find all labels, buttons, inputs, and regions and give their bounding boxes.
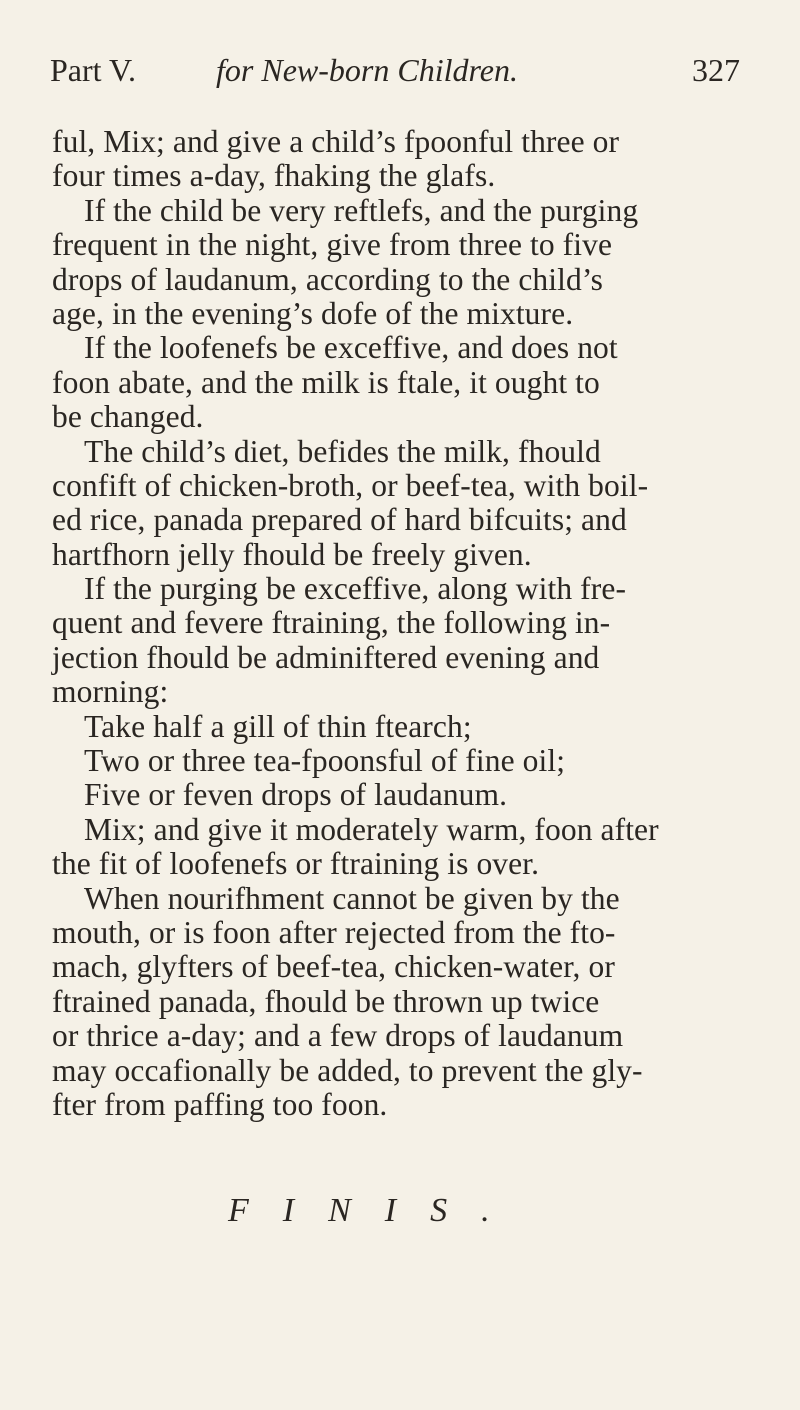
text-line: age, in the evening’s dofe of the mixture. xyxy=(52,295,574,331)
text-line: the fit of loofenefs or ftraining is over. xyxy=(52,846,540,882)
part-label: Part V. xyxy=(50,52,136,88)
text-line: drops of laudanum, according to the child’s xyxy=(52,261,604,297)
page-number: 327 xyxy=(692,52,740,88)
prescription-line: Two or three tea-fpoonsful of fine oil; xyxy=(84,743,566,779)
text-line: ftrained panada, fhould be thrown up twice xyxy=(52,983,600,1019)
text-line: jection fhould be adminiftered evening and xyxy=(52,639,600,675)
text-line: or thrice a-day; and a few drops of laudanum xyxy=(52,1018,624,1054)
text-line: ed rice, panada prepared of hard bifcuits; and xyxy=(52,502,627,538)
text-line: confift of chicken-broth, or beef-tea, with boil- xyxy=(52,467,649,503)
text-line: foon abate, and the milk is ftale, it ought to xyxy=(52,364,600,400)
text-line: mach, glyfters of beef-tea, chicken-water, or xyxy=(52,949,615,985)
text-line: morning: xyxy=(52,674,169,710)
prescription-line: Take half a gill of thin ftearch; xyxy=(84,708,472,744)
finis-mark: FINIS. xyxy=(228,1192,524,1229)
text-line: may occafionally be added, to prevent the gly- xyxy=(52,1052,643,1088)
text-line: mouth, or is foon after rejected from the fto- xyxy=(52,914,616,950)
text-line: If the loofenefs be exceffive, and does not xyxy=(84,330,618,366)
text-line: If the purging be exceffive, along with fre- xyxy=(84,571,627,607)
text-line: Mix; and give it moderately warm, foon after xyxy=(84,811,659,847)
running-title: for New-born Children. xyxy=(216,52,518,88)
text-line: be changed. xyxy=(52,399,204,435)
text-line: When nourifhment cannot be given by the xyxy=(84,880,620,916)
text-line: hartfhorn jelly fhould be freely given. xyxy=(52,536,532,572)
body-text xyxy=(52,125,752,1122)
text-line: quent and fevere ftraining, the following in- xyxy=(52,605,611,641)
text-line: four times a-day, fhaking the glafs. xyxy=(52,158,496,194)
running-head xyxy=(50,52,750,96)
prescription-line: Five or feven drops of laudanum. xyxy=(84,777,508,813)
text-line: fter from paffing too foon. xyxy=(52,1086,388,1122)
text-line: The child’s diet, befides the milk, fhould xyxy=(84,433,601,469)
text-line: ful, Mix; and give a child’s fpoonful three or xyxy=(52,124,620,159)
text-line: frequent in the night, give from three to five xyxy=(52,227,613,263)
text-line: If the child be very reftlefs, and the purging xyxy=(84,192,639,228)
